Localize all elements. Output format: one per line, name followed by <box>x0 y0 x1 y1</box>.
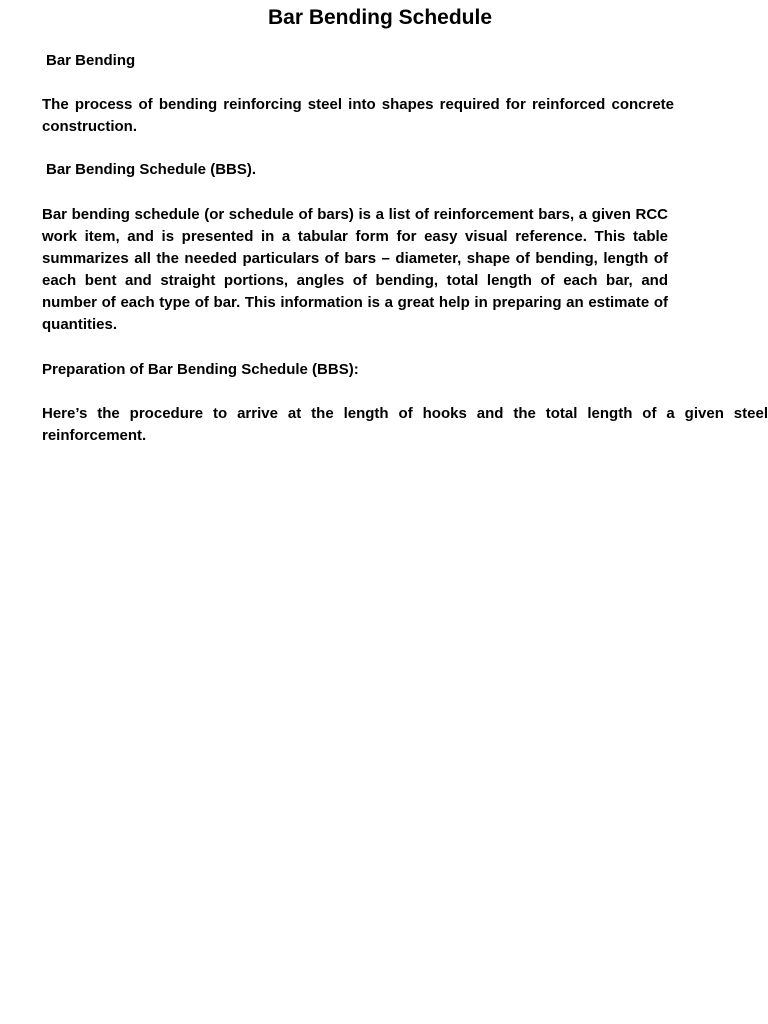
paragraph-procedure: Here’s the procedure to arrive at the length of hooks and the total length of a given steel reinforcement. <box>42 405 768 444</box>
paragraph-bbs-definition: Bar bending schedule (or schedule of bars) is a list of reinforcement bars, a given RCC work item, and is presented in a tabular form for easy visual reference. This table summarizes all the needed particulars of bars – diameter, shape of bending, length of each bent and straight portions, angles of bending, total length of each bar, and number of each type of bar. This information is a great help in preparing an estimate of quantities. <box>42 206 668 333</box>
section-heading-preparation: Preparation of Bar Bending Schedule (BBS): <box>42 361 359 378</box>
section-heading-bar-bending: Bar Bending <box>46 52 136 69</box>
page-title: Bar Bending Schedule <box>267 6 493 29</box>
section-heading-bbs: Bar Bending Schedule (BBS). <box>46 161 257 178</box>
paragraph-bending-process: The process of bending reinforcing steel into shapes required for reinforced concrete construction. <box>42 96 674 135</box>
